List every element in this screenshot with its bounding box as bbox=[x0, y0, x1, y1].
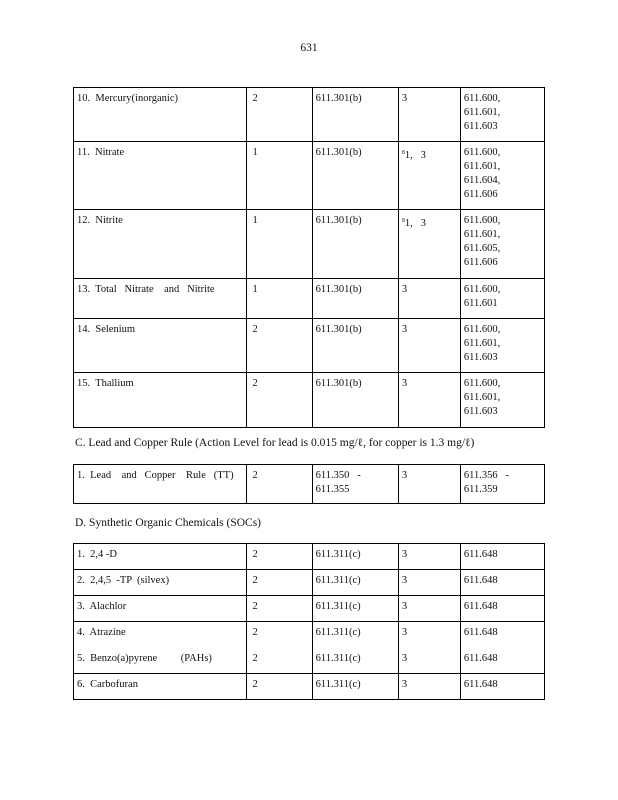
monitoring-value: 3 bbox=[401, 93, 408, 104]
section-d-heading: D. Synthetic Organic Chemicals (SOCs) bbox=[75, 517, 261, 529]
level-cell bbox=[247, 465, 312, 504]
level-value: 2 bbox=[252, 627, 258, 638]
monitoring-value: 1, 3 bbox=[404, 218, 426, 229]
monitoring-cell bbox=[398, 570, 460, 596]
table-row bbox=[74, 88, 545, 142]
level-cell bbox=[247, 570, 312, 596]
level-value: 2 bbox=[252, 470, 258, 481]
level-cell bbox=[247, 279, 312, 319]
socs-table bbox=[73, 543, 545, 700]
method-cell bbox=[312, 648, 398, 674]
level-cell bbox=[247, 142, 312, 210]
contaminant-cell: 15. Thallium bbox=[74, 373, 247, 428]
sections-cell bbox=[460, 88, 544, 142]
level-cell bbox=[247, 674, 312, 700]
inorganic-chemicals-table bbox=[73, 87, 545, 428]
monitoring-value: 3 bbox=[401, 601, 408, 612]
level-cell bbox=[247, 596, 312, 622]
table-row bbox=[74, 279, 545, 319]
level-cell bbox=[247, 648, 312, 674]
monitoring-value: 3 bbox=[401, 378, 408, 389]
section-line: 611.600, bbox=[463, 324, 501, 335]
monitoring-cell bbox=[398, 142, 460, 210]
lead-copper-table bbox=[73, 464, 545, 504]
method-cell bbox=[312, 373, 398, 428]
monitoring-value: 3 bbox=[401, 324, 408, 335]
monitoring-value: 3 bbox=[401, 627, 408, 638]
sections-cell bbox=[460, 570, 544, 596]
sections-cell bbox=[460, 142, 544, 210]
contaminant-cell: 12. Nitrite bbox=[74, 210, 247, 279]
method-cell bbox=[312, 279, 398, 319]
sections-cell bbox=[460, 319, 544, 373]
level-value: 1 bbox=[252, 215, 258, 226]
method-line: 611.301(b) bbox=[315, 93, 362, 104]
monitoring-cell bbox=[398, 674, 460, 700]
method-line: 611.301(b) bbox=[315, 147, 362, 158]
contaminant-cell: 5. Benzo(a)pyrene (PAHs) bbox=[74, 648, 247, 674]
contaminant-cell: 2. 2,4,5 -TP (silvex) bbox=[74, 570, 247, 596]
sections-cell bbox=[460, 210, 544, 279]
section-line: 611.648 bbox=[463, 652, 498, 664]
monitoring-value: 3 bbox=[401, 470, 408, 481]
section-line: 611.604, bbox=[463, 175, 501, 186]
table-row bbox=[74, 570, 545, 596]
level-cell bbox=[247, 319, 312, 373]
level-cell bbox=[247, 544, 312, 570]
contaminant-cell: 1. 2,4 -D bbox=[74, 544, 247, 570]
table-row bbox=[74, 319, 545, 373]
section-line: 611.356 - bbox=[463, 470, 509, 481]
method-cell bbox=[312, 142, 398, 210]
level-cell bbox=[247, 622, 312, 648]
contaminant-cell: 3. Alachlor bbox=[74, 596, 247, 622]
method-line: 611.301(b) bbox=[315, 284, 362, 295]
table-row bbox=[74, 674, 545, 700]
section-line: 611.603 bbox=[463, 121, 498, 132]
sections-cell bbox=[460, 648, 544, 674]
section-c-heading: C. Lead and Copper Rule (Action Level for lead is 0.015 mg/ℓ, for copper is 1.3 mg/ℓ) bbox=[75, 437, 475, 449]
monitoring-cell bbox=[398, 373, 460, 428]
contaminant-cell: 1. Lead and Copper Rule (TT) bbox=[74, 465, 247, 504]
section-line: 611.648 bbox=[463, 601, 498, 612]
sections-cell bbox=[460, 596, 544, 622]
sections-cell bbox=[460, 465, 544, 504]
method-line: 611.311(c) bbox=[315, 627, 361, 638]
level-value: 2 bbox=[252, 575, 258, 586]
footnote-marker: 8 bbox=[401, 150, 405, 156]
monitoring-value: 3 bbox=[401, 549, 408, 560]
table-row bbox=[74, 210, 545, 279]
contaminant-cell: 10. Mercury(inorganic) bbox=[74, 88, 247, 142]
monitoring-cell bbox=[398, 596, 460, 622]
section-line: 611.648 bbox=[463, 679, 498, 690]
method-line: 611.311(c) bbox=[315, 575, 361, 586]
sections-cell bbox=[460, 373, 544, 428]
contaminant-cell: 14. Selenium bbox=[74, 319, 247, 373]
section-line: 611.600, bbox=[463, 93, 501, 104]
table-row bbox=[74, 465, 545, 504]
monitoring-value: 3 bbox=[401, 284, 408, 295]
sections-cell bbox=[460, 279, 544, 319]
section-line: 611.606 bbox=[463, 257, 498, 268]
section-line: 611.601, bbox=[463, 161, 501, 172]
contaminant-cell: 6. Carbofuran bbox=[74, 674, 247, 700]
method-line: 611.311(c) bbox=[315, 549, 361, 560]
section-line: 611.601, bbox=[463, 392, 501, 403]
page-number: 631 bbox=[300, 42, 318, 54]
method-cell bbox=[312, 465, 398, 504]
section-line: 611.601 bbox=[463, 298, 498, 309]
method-cell bbox=[312, 88, 398, 142]
monitoring-cell bbox=[398, 622, 460, 648]
level-value: 1 bbox=[252, 147, 258, 158]
section-line: 611.648 bbox=[463, 575, 498, 586]
level-value: 2 bbox=[252, 679, 258, 690]
monitoring-cell bbox=[398, 648, 460, 674]
method-line: 611.301(b) bbox=[315, 378, 362, 389]
monitoring-value: 3 bbox=[401, 652, 408, 664]
level-value: 2 bbox=[252, 549, 258, 560]
level-value: 1 bbox=[252, 284, 258, 295]
level-cell bbox=[247, 373, 312, 428]
monitoring-value: 3 bbox=[401, 575, 408, 586]
sections-cell bbox=[460, 622, 544, 648]
section-line: 611.603 bbox=[463, 352, 498, 363]
table-row bbox=[74, 648, 545, 674]
section-line: 611.605, bbox=[463, 243, 501, 254]
section-line: 611.600, bbox=[463, 284, 501, 295]
level-value: 2 bbox=[252, 324, 258, 335]
method-line: 611.311(c) bbox=[315, 652, 361, 664]
monitoring-value: 3 bbox=[401, 679, 408, 690]
level-value: 2 bbox=[252, 93, 258, 104]
table-row bbox=[74, 622, 545, 648]
section-line: 611.600, bbox=[463, 215, 501, 226]
method-line: 611.311(c) bbox=[315, 679, 361, 690]
monitoring-cell bbox=[398, 544, 460, 570]
method-line: 611.301(b) bbox=[315, 324, 362, 335]
section-line: 611.601, bbox=[463, 107, 501, 118]
sections-cell bbox=[460, 674, 544, 700]
table-row bbox=[74, 142, 545, 210]
monitoring-value: 1, 3 bbox=[404, 150, 426, 161]
method-cell bbox=[312, 570, 398, 596]
section-line: 611.601, bbox=[463, 338, 501, 349]
method-cell bbox=[312, 596, 398, 622]
monitoring-cell bbox=[398, 319, 460, 373]
table-row bbox=[74, 596, 545, 622]
section-line: 611.648 bbox=[463, 549, 498, 560]
method-line: 611.311(c) bbox=[315, 601, 361, 612]
table-row bbox=[74, 544, 545, 570]
section-line: 611.603 bbox=[463, 406, 498, 417]
section-line: 611.601, bbox=[463, 229, 501, 240]
method-line: 611.355 bbox=[315, 484, 350, 495]
level-cell bbox=[247, 88, 312, 142]
method-cell bbox=[312, 544, 398, 570]
level-cell bbox=[247, 210, 312, 279]
section-line: 611.648 bbox=[463, 627, 498, 638]
contaminant-cell: 11. Nitrate bbox=[74, 142, 247, 210]
monitoring-cell bbox=[398, 279, 460, 319]
method-line: 611.350 - bbox=[315, 470, 361, 481]
table-row bbox=[74, 373, 545, 428]
method-cell bbox=[312, 319, 398, 373]
monitoring-cell bbox=[398, 465, 460, 504]
monitoring-cell bbox=[398, 88, 460, 142]
sections-cell bbox=[460, 544, 544, 570]
method-cell bbox=[312, 210, 398, 279]
level-value: 2 bbox=[252, 652, 258, 664]
section-line: 611.600, bbox=[463, 147, 501, 158]
level-value: 2 bbox=[252, 601, 258, 612]
method-cell bbox=[312, 622, 398, 648]
section-line: 611.606 bbox=[463, 189, 498, 200]
level-value: 2 bbox=[252, 378, 258, 389]
method-line: 611.301(b) bbox=[315, 215, 362, 226]
monitoring-cell bbox=[398, 210, 460, 279]
section-line: 611.600, bbox=[463, 378, 501, 389]
contaminant-cell: 4. Atrazine bbox=[74, 622, 247, 648]
contaminant-cell: 13. Total Nitrate and Nitrite bbox=[74, 279, 247, 319]
method-cell bbox=[312, 674, 398, 700]
footnote-marker: 8 bbox=[401, 218, 405, 224]
section-line: 611.359 bbox=[463, 484, 498, 495]
